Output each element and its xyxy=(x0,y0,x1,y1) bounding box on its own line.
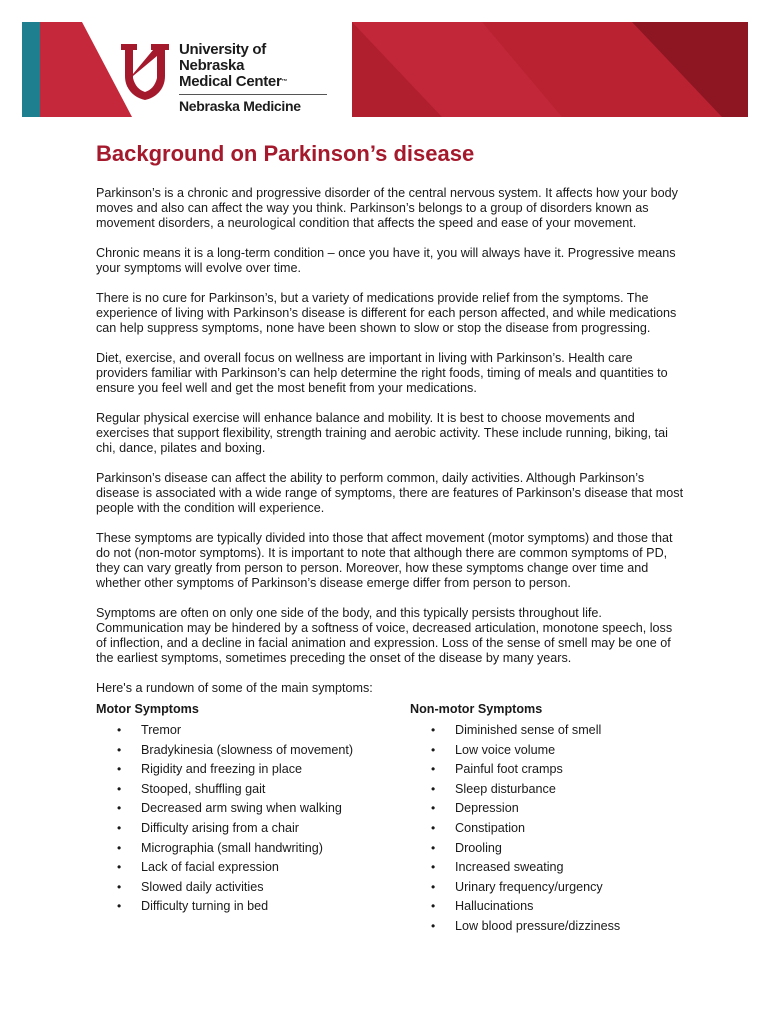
list-item: • Micrographia (small handwriting) xyxy=(96,839,396,859)
logo-line-university: University of Nebraska xyxy=(179,41,266,74)
non-motor-symptoms-heading: Non-motor Symptoms xyxy=(410,702,543,716)
motor-symptoms xyxy=(96,702,396,917)
header-banner xyxy=(22,22,748,117)
un-logo-icon xyxy=(117,40,173,102)
non-motor-symptoms xyxy=(410,702,686,937)
non-motor-symptoms-list xyxy=(410,721,686,937)
paragraph-chronic: Chronic means it is a long-term condition – once you have it, you will always have it. Progressive means your symptoms will evolve over time. xyxy=(96,246,676,275)
list-item: • Sleep disturbance xyxy=(410,780,686,800)
list-item: • Difficulty arising from a chair xyxy=(96,819,396,839)
list-item: • Depression xyxy=(410,799,686,819)
list-item: • Rigidity and freezing in place xyxy=(96,760,396,780)
list-item: • Diminished sense of smell xyxy=(410,721,686,741)
list-item: • Painful foot cramps xyxy=(410,760,686,780)
motor-symptoms-list xyxy=(96,721,396,917)
paragraph-no-cure: There is no cure for Parkinson’s, but a variety of medications provide relief from the symptoms. The experience of living with Parkinson’s disease is different for each person affected, and while medications can help suppress symptoms, none have been shown to slow or stop the disease from progressing. xyxy=(96,291,677,335)
motor-symptoms-heading: Motor Symptoms xyxy=(96,702,199,716)
paragraph-intro: Parkinson’s is a chronic and progressive disorder of the central nervous system. It affects how your body moves and also can affect the way you think. Parkinson’s belongs to a group of disorders known as movement disorders, a neurological condition that affects the speed and ease of your movement. xyxy=(96,186,678,230)
list-item: • Tremor xyxy=(96,721,396,741)
wide-range-of-symptoms-link[interactable]: wide range of symptoms xyxy=(255,486,393,500)
list-item: • Decreased arm swing when walking xyxy=(96,799,396,819)
symptom-columns xyxy=(96,702,686,952)
list-item: • Constipation xyxy=(410,819,686,839)
page-title: Background on Parkinson’s disease xyxy=(96,141,475,166)
paragraph-rundown: Here's a rundown of some of the main symptoms: xyxy=(96,681,373,695)
list-item: • Low voice volume xyxy=(410,741,686,761)
logo-divider xyxy=(179,94,327,95)
paragraph-symptom-types: These symptoms are typically divided into those that affect movement (motor symptoms) and those that do not (non-motor symptoms). It is important to note that although there are common symptoms of PD, they can vary greatly from person to person. Moreover, how these symptoms change over time and whether other symptoms of Parkinson’s disease emerge differ from person to person. xyxy=(96,531,673,590)
list-item: • Drooling xyxy=(410,839,686,859)
unmc-logo[interactable] xyxy=(117,40,332,114)
list-item: • Bradykinesia (slowness of movement) xyxy=(96,741,396,761)
logo-line-medical-center: Medical Center™ xyxy=(179,73,288,90)
paragraph-daily-activities: Parkinson’s disease can affect the ability to perform common, daily activities. Although Parkinson’s disease is associated with a wide range of symptoms, there are features of Parkinson’s disease that most people with the condition will experience. xyxy=(96,471,684,515)
list-item: • Lack of facial expression xyxy=(96,858,396,878)
list-item: • Difficulty turning in bed xyxy=(96,897,396,917)
paragraph-exercise: Regular physical exercise will enhance balance and mobility. It is best to choose movements and exercises that support flexibility, strength training and aerobic activity. These include running, biking, tai chi, dance, pilates and boxing. xyxy=(96,411,668,455)
paragraph-one-side: Symptoms are often on only one side of the body, and this typically persists throughout life. Communication may be hindered by a softness of voice, decreased articulation, monotone speech, loss of inflection, and a decline in facial animation and expression. Loss of the sense of smell may be one of the earliest symptoms, sometimes preceding the onset of the disease by many years. xyxy=(96,606,673,665)
list-item: • Hallucinations xyxy=(410,897,686,917)
document-body xyxy=(96,140,686,952)
list-item: • Low blood pressure/dizziness xyxy=(410,917,686,937)
list-item: • Urinary frequency/urgency xyxy=(410,878,686,898)
list-item: • Stooped, shuffling gait xyxy=(96,780,396,800)
paragraph-diet: Diet, exercise, and overall focus on wellness are important in living with Parkinson’s. Health care providers familiar with Parkinson’s can help determine the right foods, timing of meals and quantities to ensure you feel well and get the most benefit from your medications. xyxy=(96,351,668,395)
list-item: • Increased sweating xyxy=(410,858,686,878)
logo-line-nebraska-medicine: Nebraska Medicine xyxy=(179,98,301,114)
list-item: • Slowed daily activities xyxy=(96,878,396,898)
